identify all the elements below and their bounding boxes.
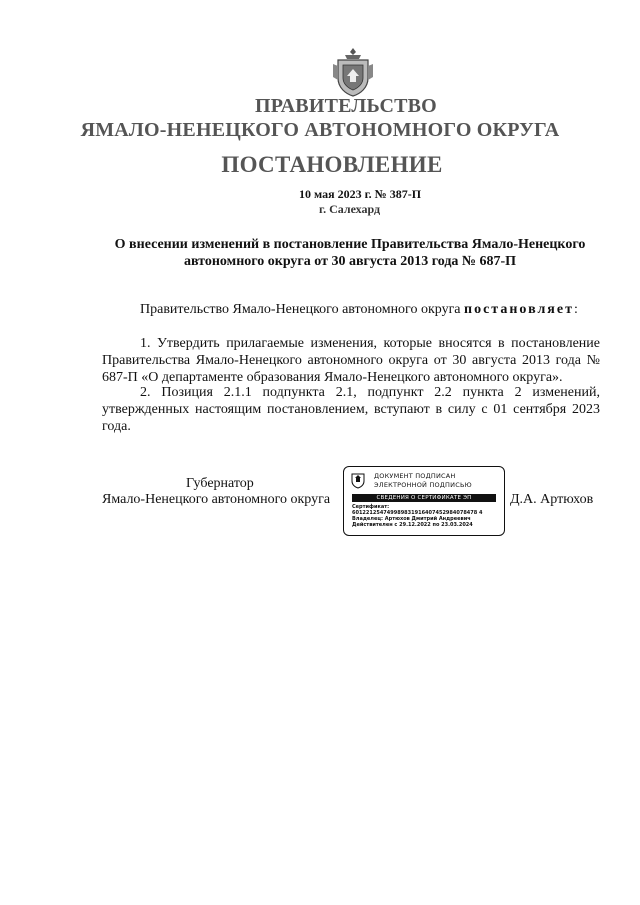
paragraph-2: 2. Позиция 2.1.1 подпункта 2.1, подпункт 2.2 пункта 2 изменений, утвержденных настоящим постановлением, вступают в силу с 01 сентября 2023 года. [102, 385, 600, 434]
government-heading: ПРАВИТЕЛЬСТВО [255, 95, 437, 117]
stamp-cert-label: Сертификат: [352, 504, 390, 510]
preamble [140, 302, 578, 318]
signatory-position: Губернатор [186, 476, 254, 491]
document-type-heading: ПОСТАНОВЛЕНИЕ [221, 152, 443, 177]
city: г. Салехард [319, 202, 381, 216]
emblem-small-icon [349, 471, 367, 489]
signatory-region: Ямало-Ненецкого автономного округа [102, 492, 331, 507]
preamble-verb: постановляет [464, 302, 574, 317]
stamp-certificate-bar: СВЕДЕНИЯ О СЕРТИФИКАТЕ ЭП [352, 494, 496, 502]
electronic-signature-stamp [343, 466, 505, 536]
stamp-cert-number: 601221254749989831916407452984078478 4 [352, 510, 483, 516]
stamp-title-line1: ДОКУМЕНТ ПОДПИСАН [374, 472, 456, 480]
okrug-heading: ЯМАЛО-НЕНЕЦКОГО АВТОНОМНОГО ОКРУГА [80, 119, 560, 141]
document-title: О внесении изменений в постановление Правительства Ямало-Ненецкого автономного округа от 30 августа 2013 года № 687-П [114, 237, 586, 269]
date-number: 10 мая 2023 г. № 387-П [299, 187, 422, 201]
stamp-title-line2: ЭЛЕКТРОННОЙ ПОДПИСЬЮ [374, 481, 472, 489]
signatory-name: Д.А. Артюхов [510, 492, 594, 507]
stamp-owner: Владелец: Артюхов Дмитрий Андреевич [352, 516, 471, 522]
paragraph-1: 1. Утвердить прилагаемые изменения, которые вносятся в постановление Правительства Ямало-Ненецкого автономного округа от 30 августа 2013 года № 687-П «О департаменте образования Ямало-Ненецкого автономного округа». [102, 336, 600, 385]
coat-of-arms-icon [330, 46, 376, 98]
preamble-text: Правительство Ямало-Ненецкого автономного округа [140, 302, 465, 317]
stamp-validity: Действителен с 29.12.2022 по 23.03.2024 [352, 522, 473, 528]
preamble-colon: : [573, 302, 578, 317]
